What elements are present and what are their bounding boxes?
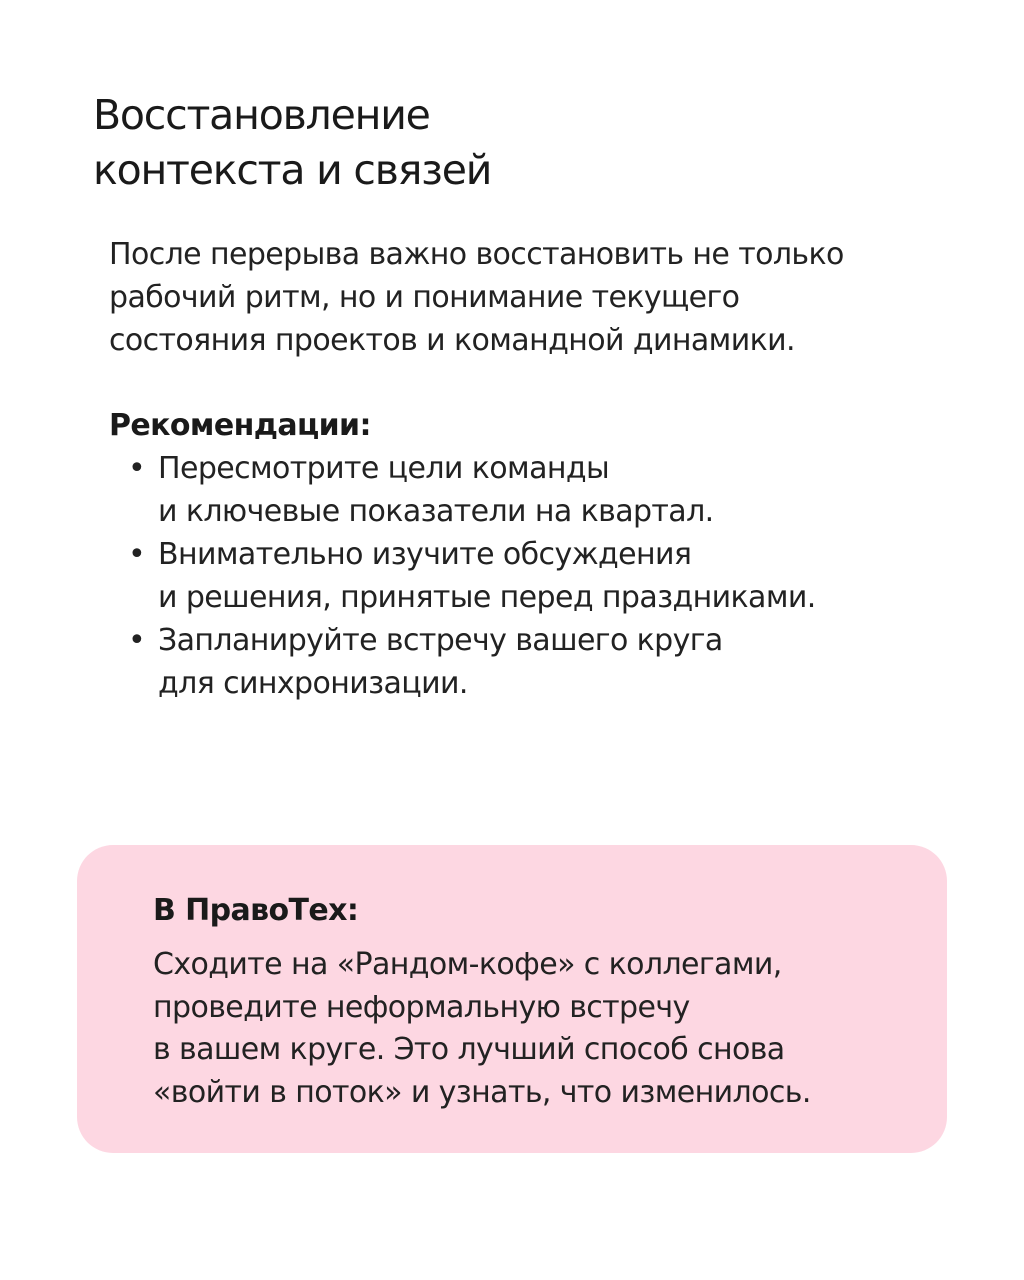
recommendations-heading: Рекомендации: [109, 408, 371, 443]
callout-line: в вашем круге. Это лучший способ снова [153, 1032, 785, 1067]
page-title-line: Восстановление [93, 91, 430, 139]
callout-line: Сходите на «Рандом-кофе» с коллегами, [153, 947, 782, 982]
intro-line: состояния проектов и командной динамики. [109, 323, 795, 358]
page-title [93, 88, 953, 198]
callout-heading: В ПравоТех: [153, 893, 359, 928]
list-item-line: Пересмотрите цели команды [158, 451, 610, 486]
recommendations-list [128, 447, 988, 705]
callout-line: проведите неформальную встречу [153, 989, 690, 1025]
callout-line: «войти в поток» и узнать, что изменилось. [153, 1074, 811, 1110]
list-item-line: Запланируйте встречу вашего круга [158, 623, 723, 658]
pravotech-callout [77, 845, 947, 1153]
page-title-line: контекста и связей [93, 146, 492, 194]
bullet-icon: • [128, 537, 146, 572]
callout-body [153, 944, 933, 1114]
intro-line: рабочий ритм, но и понимание текущего [109, 280, 740, 315]
list-item [128, 447, 988, 533]
intro-paragraph [109, 233, 989, 362]
bullet-icon: • [128, 451, 146, 486]
list-item [128, 533, 988, 619]
list-item-line: для синхронизации. [158, 666, 468, 701]
list-item-line: и ключевые показатели на квартал. [158, 494, 714, 529]
bullet-icon: • [128, 623, 146, 658]
list-item-line: Внимательно изучите обсуждения [158, 537, 692, 572]
list-item-line: и решения, принятые перед праздниками. [158, 580, 816, 615]
intro-line: После перерыва важно восстановить не только [109, 237, 844, 272]
list-item [128, 619, 988, 705]
